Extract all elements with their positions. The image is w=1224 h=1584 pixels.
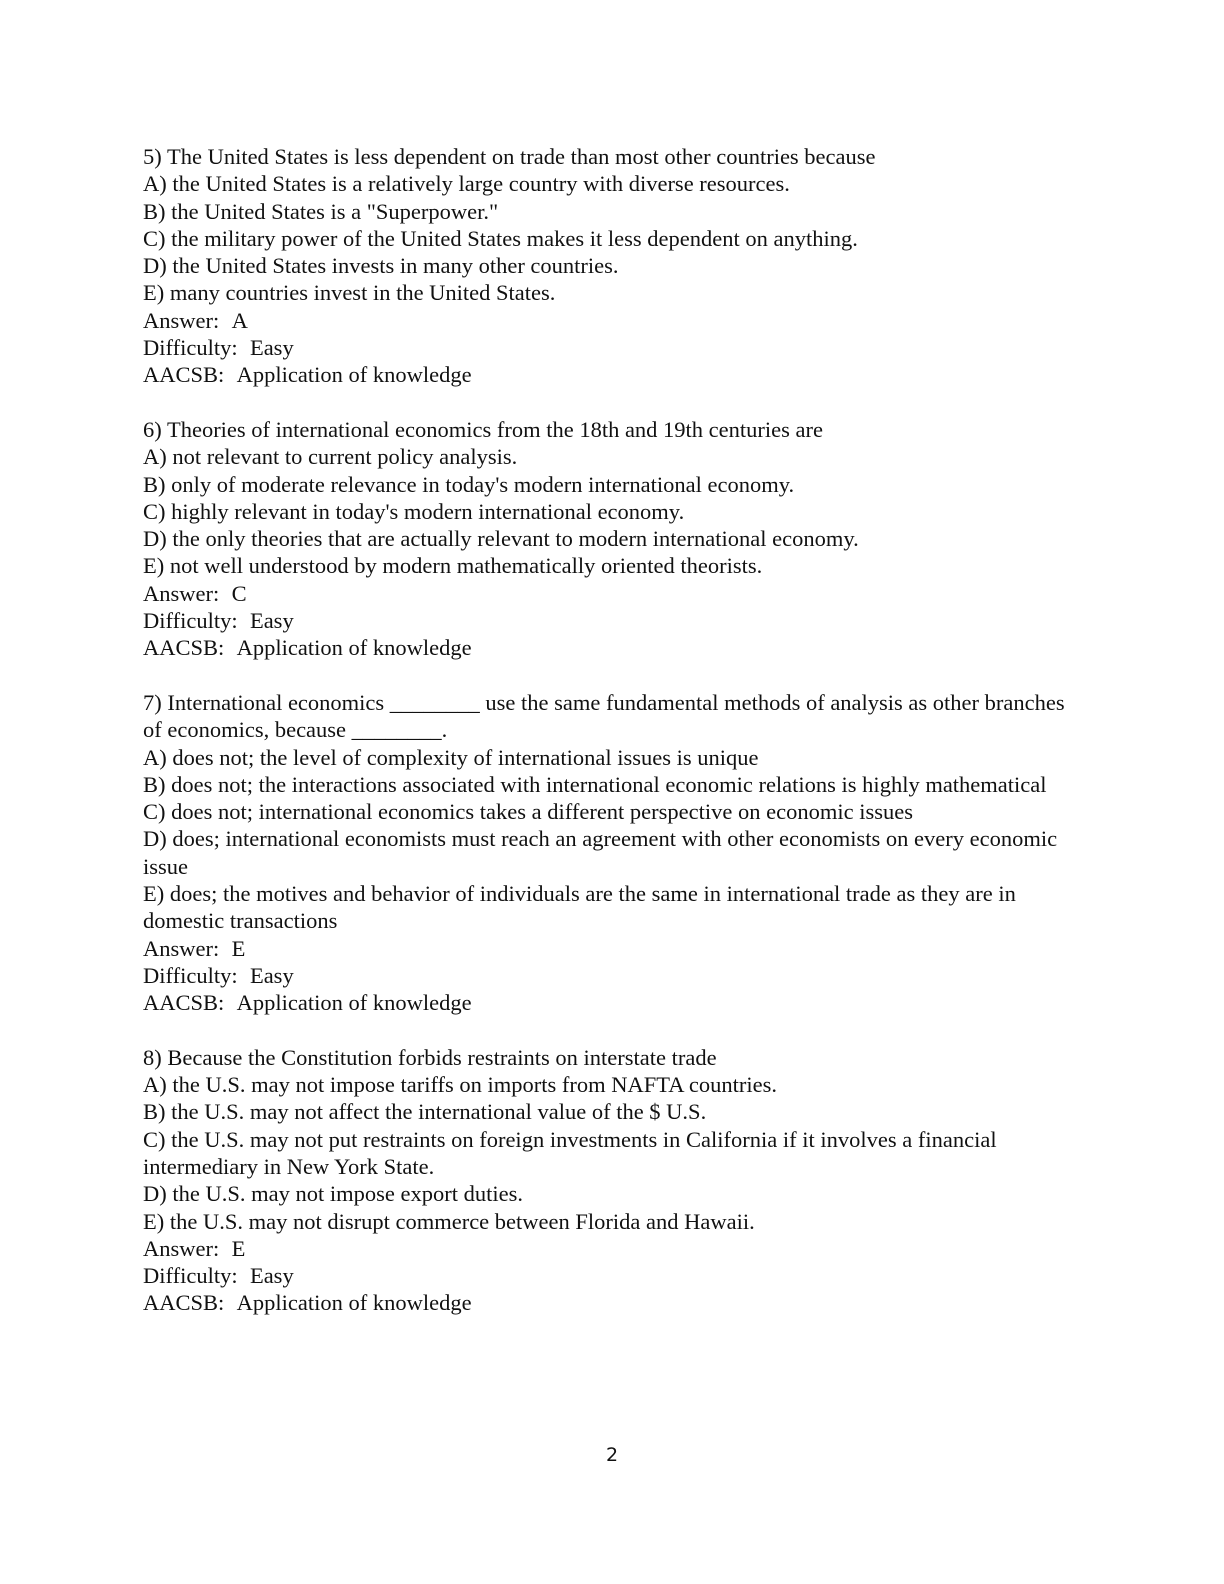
question-stem: 6) Theories of international economics from the 18th and 19th centuries are	[143, 416, 823, 442]
option-e: E) does; the motives and behavior of individuals are the same in international trade as they are in domestic transactions	[143, 881, 1016, 934]
aacsb-line	[143, 361, 1083, 388]
aacsb-value: Application of knowledge	[236, 990, 472, 1016]
aacsb-value: Application of knowledge	[236, 362, 472, 388]
difficulty-line	[143, 607, 1083, 634]
answer-line	[143, 307, 1083, 334]
difficulty-label: Difficulty:	[143, 335, 238, 361]
question-stem: 5) The United States is less dependent on trade than most other countries because	[143, 144, 876, 169]
difficulty-value: Easy	[249, 335, 294, 361]
option-b: B) the U.S. may not affect the international value of the $ U.S.	[143, 1099, 707, 1125]
difficulty-label: Difficulty:	[143, 1263, 238, 1289]
answer-label: Answer:	[143, 935, 220, 961]
answer-label: Answer:	[143, 1235, 220, 1261]
question-6	[143, 416, 1083, 662]
difficulty-line	[143, 334, 1083, 361]
answer-line	[143, 1235, 1083, 1262]
question-stem: 7) International economics ________ use the same fundamental methods of analysis as other branches of economics, because ________.	[143, 689, 1065, 743]
answer-value: A	[231, 307, 248, 333]
difficulty-value: Easy	[249, 1263, 294, 1289]
option-a: A) the United States is a relatively large country with diverse resources.	[143, 171, 790, 197]
option-d: D) the only theories that are actually relevant to modern international economy.	[143, 526, 859, 552]
answer-line	[143, 935, 1083, 962]
answer-label: Answer:	[143, 580, 220, 606]
aacsb-label: AACSB:	[143, 990, 225, 1016]
answer-value: E	[231, 935, 246, 961]
option-b: B) does not; the interactions associated with international economic relations is highly mathematical	[143, 771, 1047, 797]
aacsb-line	[143, 989, 1083, 1016]
answer-value: C	[231, 580, 247, 606]
question-stem: 8) Because the Constitution forbids restraints on interstate trade	[143, 1044, 717, 1070]
option-e: E) many countries invest in the United States.	[143, 280, 556, 306]
aacsb-value: Application of knowledge	[236, 1290, 472, 1316]
option-d: D) the United States invests in many other countries.	[143, 253, 619, 279]
option-a: A) the U.S. may not impose tariffs on imports from NAFTA countries.	[143, 1072, 777, 1098]
option-d: D) the U.S. may not impose export duties.	[143, 1181, 523, 1207]
option-e: E) the U.S. may not disrupt commerce between Florida and Hawaii.	[143, 1208, 755, 1234]
aacsb-label: AACSB:	[143, 1290, 225, 1316]
document-body	[143, 143, 1083, 1344]
page-number: 2	[605, 1444, 619, 1466]
option-b: B) the United States is a "Superpower."	[143, 198, 499, 224]
aacsb-line	[143, 1289, 1083, 1316]
difficulty-value: Easy	[249, 962, 294, 988]
answer-line	[143, 580, 1083, 607]
difficulty-line	[143, 962, 1083, 989]
option-a: A) not relevant to current policy analysis.	[143, 444, 518, 470]
option-a: A) does not; the level of complexity of international issues is unique	[143, 744, 759, 770]
difficulty-label: Difficulty:	[143, 608, 238, 634]
question-8	[143, 1044, 1083, 1317]
answer-label: Answer:	[143, 307, 220, 333]
aacsb-label: AACSB:	[143, 635, 225, 661]
question-5	[143, 143, 1083, 389]
difficulty-label: Difficulty:	[143, 962, 238, 988]
option-c: C) highly relevant in today's modern international economy.	[143, 498, 685, 524]
option-d: D) does; international economists must reach an agreement with other economists on every economic issue	[143, 826, 1058, 879]
option-c: C) the U.S. may not put restraints on foreign investments in California if it involves a financial intermediary in New York State.	[143, 1126, 997, 1179]
option-e: E) not well understood by modern mathematically oriented theorists.	[143, 553, 763, 579]
option-b: B) only of moderate relevance in today's modern international economy.	[143, 471, 795, 497]
aacsb-value: Application of knowledge	[236, 635, 472, 661]
option-c: C) does not; international economics takes a different perspective on economic issues	[143, 799, 913, 825]
aacsb-line	[143, 634, 1083, 661]
difficulty-value: Easy	[249, 608, 294, 634]
aacsb-label: AACSB:	[143, 362, 225, 388]
option-c: C) the military power of the United States makes it less dependent on anything.	[143, 225, 858, 251]
answer-value: E	[231, 1235, 246, 1261]
difficulty-line	[143, 1262, 1083, 1289]
question-7	[143, 689, 1083, 1017]
